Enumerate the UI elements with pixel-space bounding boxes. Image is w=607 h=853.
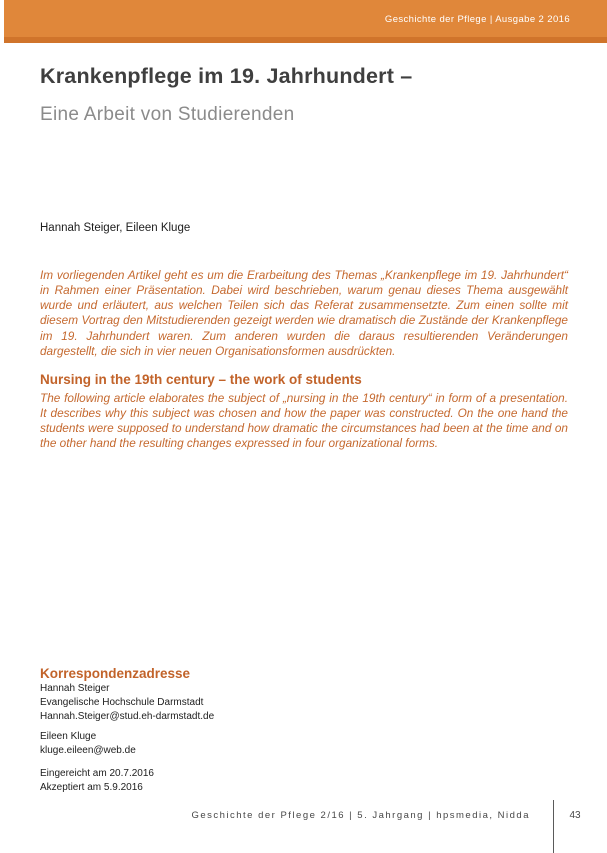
footer-journal-line: Geschichte der Pflege 2/16 | 5. Jahrgang | hpsmedia, Nidda	[191, 810, 530, 821]
footer-page-number: 43	[569, 810, 581, 821]
footer-divider	[553, 800, 554, 853]
contact-affiliation: Evangelische Hochschule Darmstadt	[40, 697, 204, 708]
submission-dates	[40, 767, 440, 795]
contact-name: Eileen Kluge	[40, 731, 97, 742]
submitted-date: Eingereicht am 20.7.2016	[40, 768, 154, 779]
accepted-date: Akzeptiert am 5.9.2016	[40, 782, 143, 793]
abstract-english-heading: Nursing in the 19th century – the work of students	[40, 371, 362, 387]
article-title: Krankenpflege im 19. Jahrhundert –	[40, 64, 413, 89]
article-authors: Hannah Steiger, Eileen Kluge	[40, 222, 191, 234]
article-subtitle: Eine Arbeit von Studierenden	[40, 103, 295, 125]
abstract-german: Im vorliegenden Artikel geht es um die Erarbeitung des Themas „Krankenpflege im 19. Jahrhundert“ in Rahmen einer Präsentation. Dabei wird beschrieben, warum genau dieses Thema ausgewählt wurde und erläutert, aus welchen Teilen sich das Referat zusammensetzte. Zum einen sollte mit diesem Vortrag den Mitstudierenden gezeigt werden wie dramatisch die Zustände der Krankenpflege im 19. Jahrhundert waren. Zum anderen wurden die daraus resultierenden Veränderungen dargestellt, die sich in vier neuen Organisationsformen ausdrückten.	[40, 267, 568, 358]
contact-email: Hannah.Steiger@stud.eh-darmstadt.de	[40, 711, 215, 722]
contact-block	[40, 730, 440, 758]
abstract-english: The following article elaborates the subject of „nursing in the 19th century“ in form of a presentation. It describes why this subject was chosen and how the paper was constructed. On the one hand the students were supposed to understand how dramatic the circumstances had been at the time and on the other hand the resulting changes expressed in four organizational forms.	[40, 390, 568, 451]
contact-email: kluge.eileen@web.de	[40, 745, 136, 756]
contact-block	[40, 682, 440, 724]
contact-name: Hannah Steiger	[40, 683, 110, 694]
issue-header-bar-accent	[4, 37, 607, 43]
correspondence-heading: Korrespondenzadresse	[40, 665, 191, 681]
issue-label: Geschichte der Pflege | Ausgabe 2 2016	[384, 14, 570, 25]
